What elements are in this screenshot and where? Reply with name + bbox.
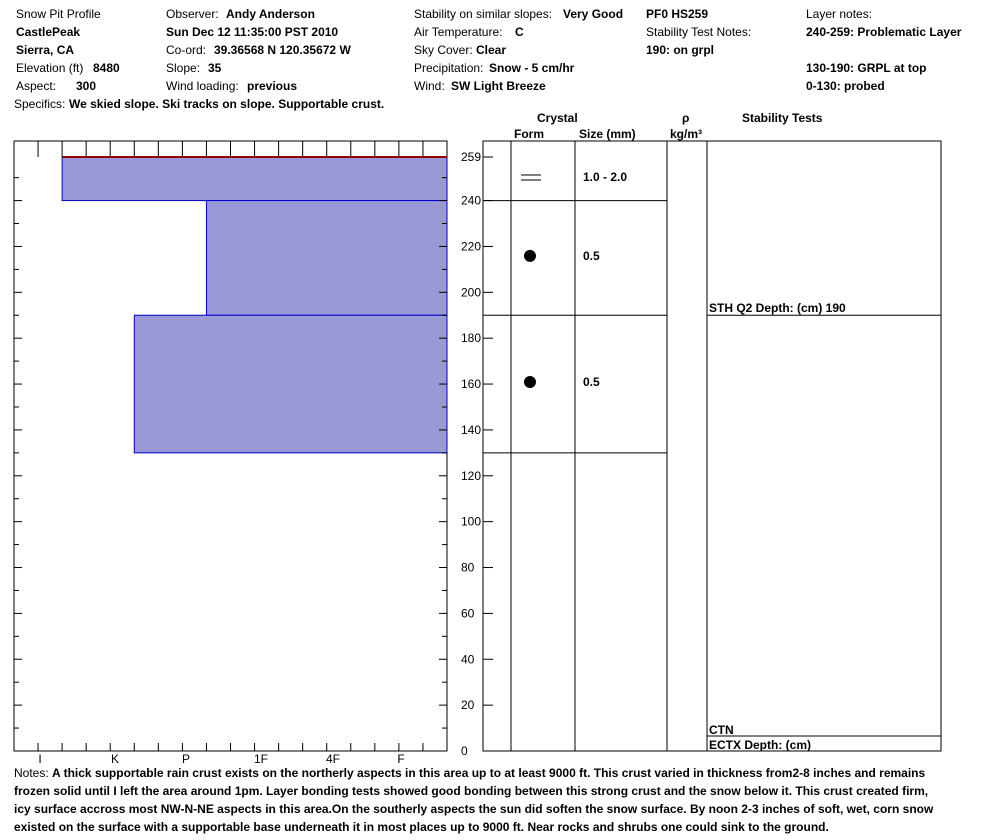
stability-test-label: STH Q2 Depth: (cm) 190: [709, 301, 846, 316]
x-tick-label: F: [397, 752, 405, 766]
observer-value: Andy Anderson: [226, 7, 315, 21]
specifics-value: We skied slope. Ski tracks on slope. Supportable crust.: [69, 97, 385, 111]
sky-value: Clear: [476, 43, 507, 57]
layer-notes-label: Layer notes:: [806, 7, 873, 21]
crystal-size: 1.0 - 2.0: [583, 170, 628, 184]
graupel-symbol: [524, 376, 536, 388]
pf-hs: PF0 HS259: [646, 7, 709, 21]
wind-value: SW Light Breeze: [451, 79, 546, 93]
wind-loading-label: Wind loading:: [166, 79, 239, 93]
layer-bar: [62, 157, 447, 201]
observer-label: Observer:: [166, 7, 219, 21]
stability-footer-ectx: ECTX Depth: (cm): [709, 738, 811, 752]
y-tick-label: 180: [461, 331, 482, 346]
crystal-header: Crystal: [537, 111, 578, 125]
crystal-size: 0.5: [583, 248, 600, 263]
stability-tests-header: Stability Tests: [742, 111, 823, 125]
y-tick-label: 200: [461, 285, 482, 300]
region: Sierra, CA: [16, 43, 75, 57]
sky-label: Sky Cover:: [414, 43, 473, 57]
y-tick-label: 60: [461, 606, 475, 621]
stability-tests: [707, 301, 941, 736]
aspect-label: Aspect:: [16, 79, 57, 93]
air-temp-label: Air Temperature:: [414, 25, 503, 39]
y-tick-label: 80: [461, 560, 475, 575]
precip-value: Snow - 5 cm/hr: [489, 61, 575, 75]
layer-note: 130-190: GRPL at top: [806, 61, 927, 75]
coord-label: Co-ord:: [166, 43, 207, 57]
specifics-label: Specifics:: [14, 97, 66, 111]
elevation-value: 8480: [93, 61, 120, 75]
stability-value: Very Good: [563, 7, 624, 21]
stability-label: Stability on similar slopes:: [414, 7, 553, 21]
rho-header: ρ: [682, 111, 690, 125]
precip-label: Precipitation:: [414, 61, 484, 75]
y-tick-label: 0: [461, 744, 468, 758]
coord-value: 39.36568 N 120.35672 W: [214, 43, 351, 57]
y-tick-label: 120: [461, 468, 482, 483]
y-tick-label: 40: [461, 652, 475, 667]
y-tick-label: 20: [461, 698, 475, 713]
slope-value: 35: [208, 61, 222, 75]
notes-label: Notes:: [14, 766, 49, 780]
wind-label: Wind:: [414, 79, 445, 93]
slope-label: Slope:: [166, 61, 201, 75]
form-header: Form: [514, 127, 544, 141]
layer-table-frame: [483, 141, 941, 751]
date: Sun Dec 12 11:35:00 PST 2010: [166, 25, 339, 39]
y-tick-label: 220: [461, 239, 482, 254]
y-tick-label: 160: [461, 377, 482, 392]
size-header: Size (mm): [579, 127, 636, 141]
layer-bar: [206, 201, 447, 316]
y-tick-label: 240: [461, 193, 482, 208]
layer-bar: [134, 315, 447, 453]
notes-section: [14, 764, 944, 836]
air-temp-value: C: [515, 25, 524, 39]
elevation-label: Elevation (ft): [16, 61, 84, 75]
stab-notes-label: Stability Test Notes:: [646, 25, 752, 39]
stability-footer-ctn: CTN: [709, 723, 734, 737]
x-tick-label: 1F: [253, 752, 269, 766]
notes-text: A thick supportable rain crust exists on the northerly aspects in this area up to at least 9000 ft. This crust varied in thickness from2-8 inches and remains frozen solid until I left the area around 1pm. Layer bonding tests showed good bonding between this strong crust and the snow below it. This crust created firm, icy surface accross most NW-N-NE aspects in this area.On the southerly aspects the sun did soften the snow surface. By noon 2-3 inches of soft, wet, corn snow existed on the surface with a supportable base underneath it in most places up to 9000 ft. Near rocks and shrubs one could sink to the ground.: [14, 766, 934, 834]
layer-note: 240-259: Problematic Layer: [806, 25, 962, 39]
y-tick-label: 140: [461, 422, 482, 437]
x-tick-label: P: [181, 752, 191, 766]
x-tick-label: 4F: [325, 752, 341, 766]
location: CastlePeak: [16, 25, 81, 39]
layer-note: 0-130: probed: [806, 79, 885, 93]
y-tick-label: 100: [461, 514, 482, 529]
chart-title: Snow Pit Profile: [16, 7, 101, 21]
stab-notes-value: 190: on grpl: [646, 43, 715, 57]
y-tick-label: 259: [461, 150, 482, 164]
layer-bars: [62, 157, 447, 453]
wind-loading-value: previous: [247, 79, 298, 93]
crystal-size: 0.5: [583, 375, 600, 390]
graupel-symbol: [524, 250, 536, 262]
density-unit-header: kg/m³: [670, 127, 703, 141]
aspect-value: 300: [76, 79, 97, 93]
x-tick-label: K: [110, 752, 120, 766]
x-tick-label: I: [38, 752, 42, 766]
